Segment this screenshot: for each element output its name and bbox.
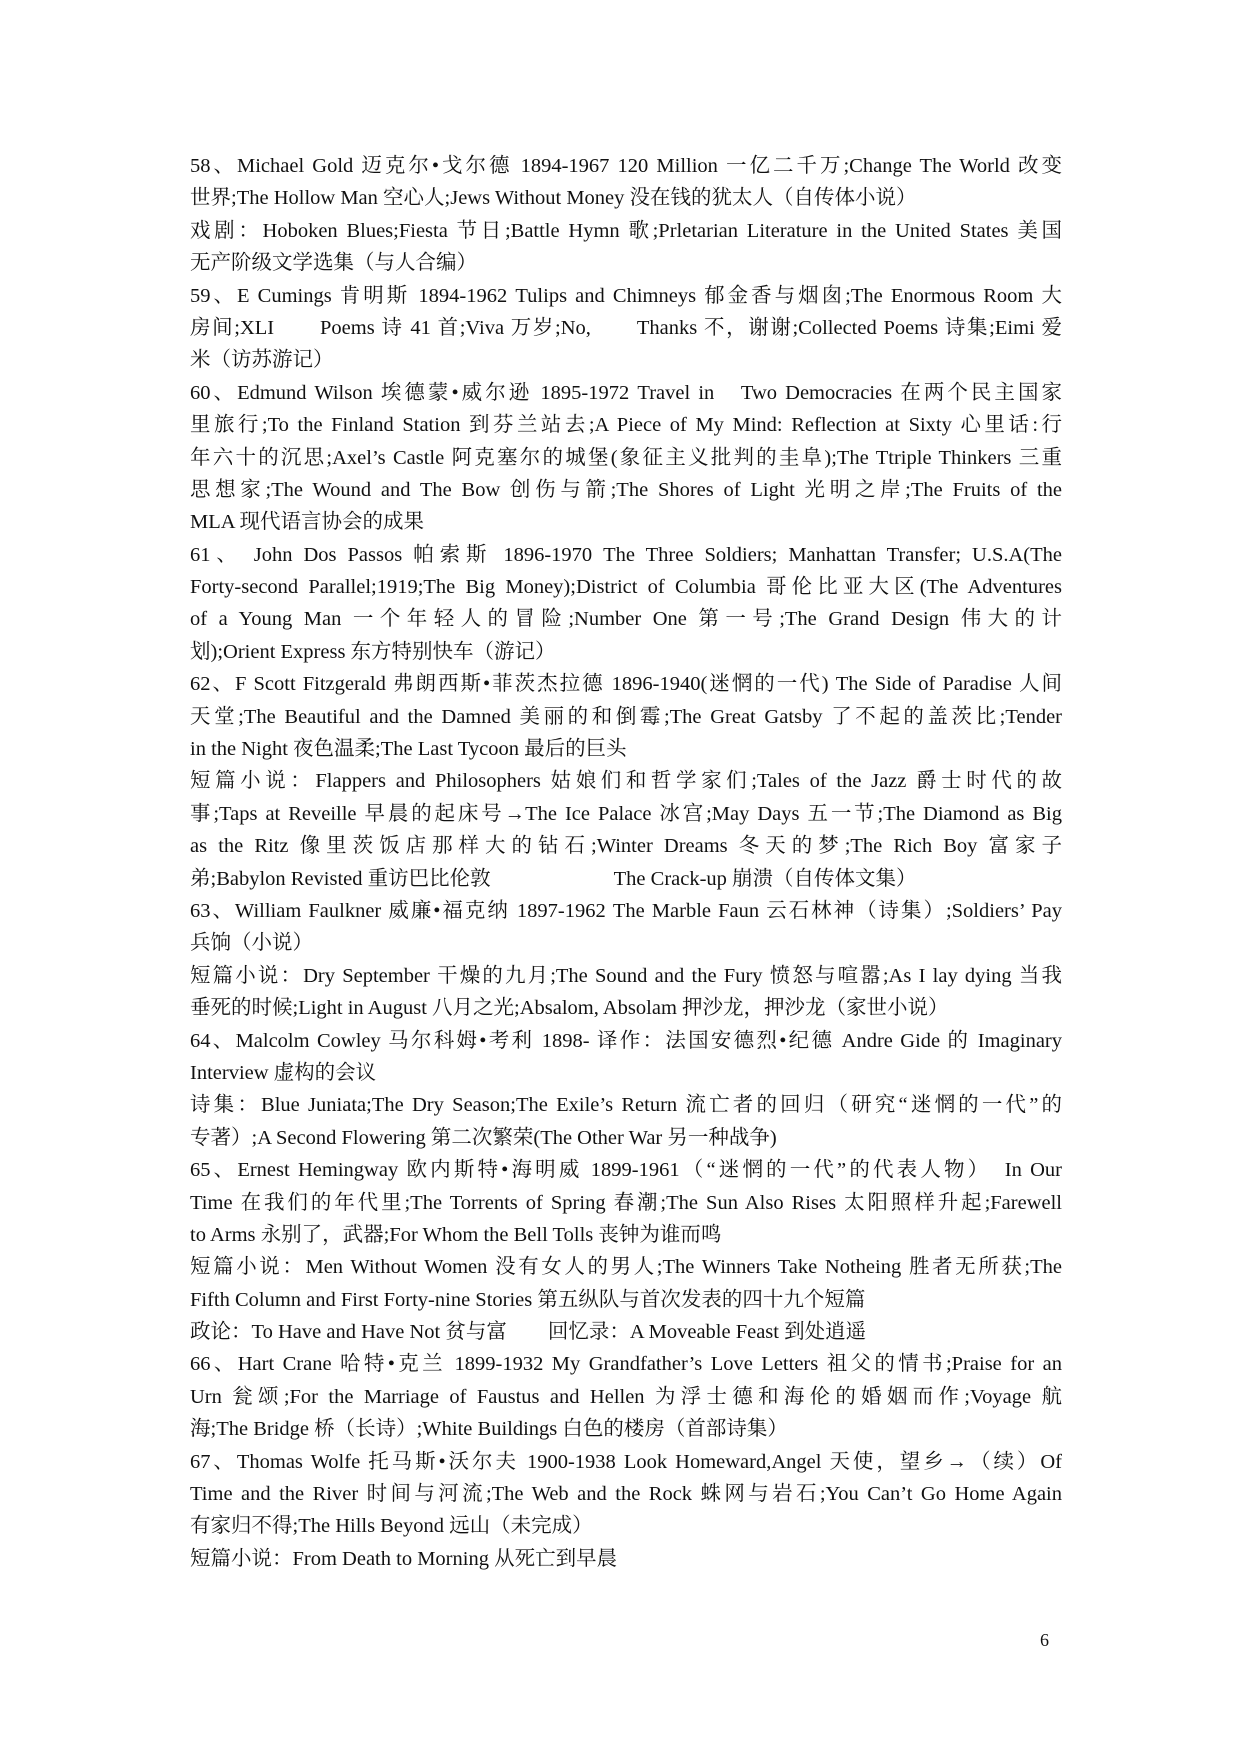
text-line: as the Ritz 像里茨饭店那样大的钻石;Winter Dreams 冬天的梦;The Rich Boy 富家子 (190, 835, 1062, 858)
text-line: 弟;Babylon Revisted 重访巴比伦敦 The Crack-up 崩溃（自传体文集） (190, 867, 917, 890)
text-line: in the Night 夜色温柔;The Last Tycoon 最后的巨头 (190, 738, 627, 761)
text-line: 政论：To Have and Have Not 贫与富 回忆录：A Moveable Feast 到处逍遥 (190, 1321, 867, 1344)
text-line: 有家归不得;The Hills Beyond 远山（未完成） (190, 1515, 593, 1538)
text-line: Urn 瓮颂;For the Marriage of Faustus and Hellen 为浮士德和海伦的婚姻而作;Voyage 航 (190, 1385, 1062, 1408)
text-line: MLA 现代语言协会的成果 (190, 511, 425, 534)
text-line: 天堂;The Beautiful and the Damned 美丽的和倒霉;The Great Gatsby 了不起的盖茨比;Tender (190, 705, 1062, 728)
text-line: 短篇小说：Dry September 干燥的九月;The Sound and the Fury 愤怒与喧嚣;As I lay dying 当我 (190, 964, 1062, 987)
text-line: 世界;The Hollow Man 空心人;Jews Without Money 没在钱的犹太人（自传体小说） (190, 187, 917, 210)
text-line: 划);Orient Express 东方特别快车（游记） (190, 640, 556, 663)
text-line: 海;The Bridge 桥（长诗）;White Buildings 白色的楼房（首部诗集） (190, 1418, 788, 1441)
text-line: Fifth Column and First Forty-nine Stories 第五纵队与首次发表的四十九个短篇 (190, 1288, 866, 1311)
text-line: 短篇小说：From Death to Morning 从死亡到早晨 (190, 1547, 618, 1570)
text-line: to Arms 永别了，武器;For Whom the Bell Tolls 丧钟为谁而鸣 (190, 1223, 722, 1246)
text-line: 兵饷（小说） (190, 932, 313, 955)
text-line: 短篇小说：Men Without Women 没有女人的男人;The Winners Take Notheing 胜者无所获;The (190, 1256, 1062, 1279)
text-line: 65、Ernest Hemingway 欧内斯特•海明威 1899-1961（“迷惘的一代”的代表人物） In Our (190, 1159, 1062, 1182)
text-line: 诗集：Blue Juniata;The Dry Season;The Exile’s Return 流亡者的回归（研究“迷惘的一代”的 (190, 1094, 1062, 1117)
text-line: 61、 John Dos Passos 帕索斯 1896-1970 The Three Soldiers; Manhattan Transfer; U.S.A(The (190, 543, 1062, 566)
text-line: 事;Taps at Reveille 早晨的起床号→The Ice Palace 冰宫;May Days 五一节;The Diamond as Big (190, 802, 1062, 825)
page-body (190, 150, 1062, 1575)
text-line: Time 在我们的年代里;The Torrents of Spring 春潮;The Sun Also Rises 太阳照样升起;Farewell (190, 1191, 1062, 1214)
text-line: 短篇小说：Flappers and Philosophers 姑娘们和哲学家们;Tales of the Jazz 爵士时代的故 (190, 770, 1062, 793)
text-line: Forty-second Parallel;1919;The Big Money);District of Columbia 哥伦比亚大区(The Adventures (190, 576, 1062, 599)
text-line: 67、Thomas Wolfe 托马斯•沃尔夫 1900-1938 Look Homeward,Angel 天使，望乡→（续）Of (190, 1450, 1062, 1473)
text-line: 64、Malcolm Cowley 马尔科姆•考利 1898- 译作：法国安德烈•纪德 Andre Gide 的 Imaginary (190, 1029, 1062, 1052)
text-line: Time and the River 时间与河流;The Web and the Rock 蛛网与岩石;You Can’t Go Home Again (190, 1483, 1062, 1506)
text-line: 戏剧：Hoboken Blues;Fiesta 节日;Battle Hymn 歌;Prletarian Literature in the United States 美国 (190, 219, 1062, 242)
text-line: 里旅行;To the Finland Station 到芬兰站去;A Piece of My Mind: Reflection at Sixty 心里话:行 (190, 414, 1062, 437)
text-line: 年六十的沉思;Axel’s Castle 阿克塞尔的城堡(象征主义批判的圭阜);The Ttriple Thinkers 三重 (190, 446, 1062, 469)
text-line: 垂死的时候;Light in August 八月之光;Absalom, Absolam 押沙龙，押沙龙（家世小说） (190, 997, 949, 1020)
text-line: Interview 虚构的会议 (190, 1061, 377, 1084)
text-line: 66、Hart Crane 哈特•克兰 1899-1932 My Grandfather’s Love Letters 祖父的情书;Praise for an (190, 1353, 1062, 1376)
text-line: 无产阶级文学选集（与人合编） (190, 252, 477, 275)
text-line: 米（访苏游记） (190, 349, 334, 372)
text-line: 62、F Scott Fitzgerald 弗朗西斯•菲茨杰拉德 1896-1940(迷惘的一代) The Side of Paradise 人间 (190, 673, 1062, 696)
text-line: 59、E Cumings 肯明斯 1894-1962 Tulips and Chimneys 郁金香与烟囱;The Enormous Room 大 (190, 284, 1062, 307)
text-line: 思想家;The Wound and The Bow 创伤与箭;The Shores of Light 光明之岸;The Fruits of the (190, 478, 1062, 501)
text-line: 63、William Faulkner 威廉•福克纳 1897-1962 The Marble Faun 云石林神（诗集）;Soldiers’ Pay (190, 899, 1062, 922)
page-number: 6 (1040, 1630, 1049, 1650)
text-line: 专著）;A Second Flowering 第二次繁荣(The Other War 另一种战争) (190, 1126, 777, 1149)
text-line: of a Young Man 一个年轻人的冒险;Number One 第一号;The Grand Design 伟大的计 (190, 608, 1062, 631)
text-line: 房间;XLI Poems 诗 41 首;Viva 万岁;No, Thanks 不，谢谢;Collected Poems 诗集;Eimi 爱 (190, 316, 1062, 339)
text-line: 58、Michael Gold 迈克尔•戈尔德 1894-1967 120 Million 一亿二千万;Change The World 改变 (190, 155, 1062, 177)
text-line: 60、Edmund Wilson 埃德蒙•威尔逊 1895-1972 Travel in Two Democracies 在两个民主国家 (190, 381, 1062, 404)
